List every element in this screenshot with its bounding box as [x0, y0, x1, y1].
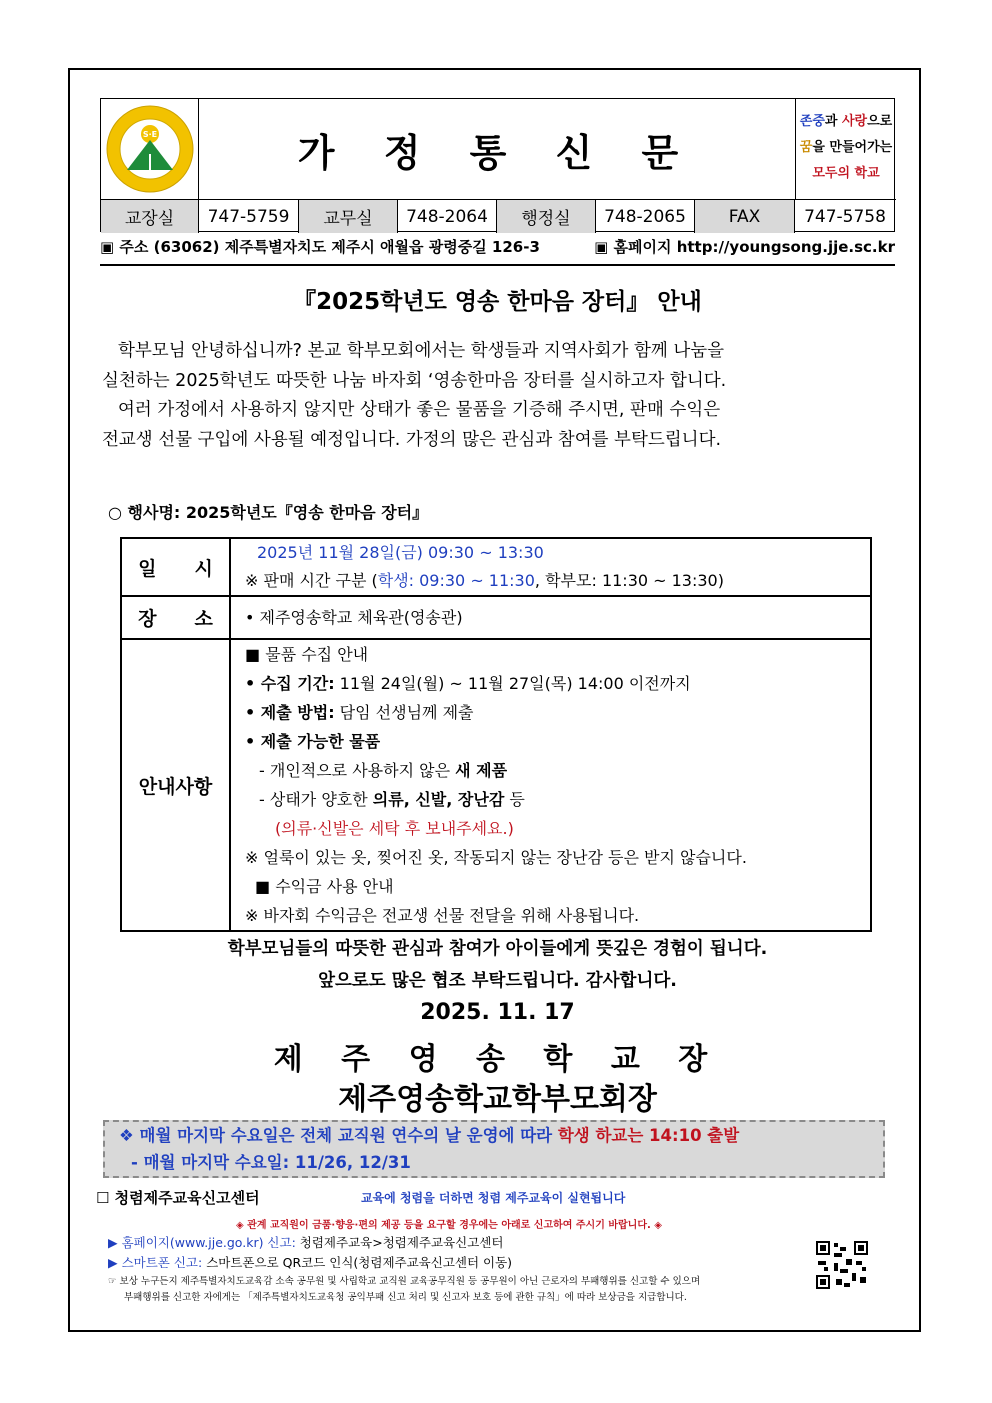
slogan-line-1: 존중과 사랑으로: [799, 114, 893, 129]
slogan-line-3: 모두의 학교: [812, 166, 880, 181]
slogan-line-2: 꿈을 만들어가는: [799, 140, 893, 155]
closing-line: 학부모님들의 따뜻한 관심과 참여가 아이들에게 뜻깊은 경험이 됩니다.: [227, 939, 768, 959]
fax-number: 747-5758: [804, 206, 886, 227]
school-slogan: [795, 99, 896, 199]
school-address: ▣ 주소 (63062) 제주특별자치도 제주시 애월읍 광령중길 126-3: [100, 238, 540, 256]
time-note: ※ 판매 시간 구분 (학생: 09:30 ~ 11:30, 학부모: 11:30 ~ 13:30): [245, 571, 724, 590]
document-title: 『2025학년도 영송 한마음 장터』 안내: [293, 289, 702, 315]
phone-label: 행정실: [497, 200, 596, 233]
report-homepage[interactable]: ▶ 홈페이지(www.jje.go.kr) 신고: 청렴제주교육>청렴제주교육신고센터: [108, 1235, 504, 1250]
items-heading: • 제출 가능한 물품: [245, 732, 381, 751]
integrity-report-center: [96, 1187, 896, 1303]
report-subtitle: ◈ 관계 교직원이 금품·향응·편의 제공 등을 요구할 경우에는 아래로 신고하여 주시기 바랍니다. ◈: [236, 1220, 662, 1231]
report-title: ☐ 청렴제주교육신고센터: [96, 1189, 260, 1207]
event-name: ○ 행사명: 2025학년도『영송 한마음 장터』: [108, 503, 429, 522]
report-slogan: 교육에 청렴을 더하면 청렴 제주교육이 실현됩니다: [361, 1191, 626, 1205]
letterhead: [100, 98, 895, 232]
income-heading: ■ 수익금 사용 안내: [255, 877, 394, 896]
phone-number: 747-5759: [199, 200, 299, 233]
notice-line-1: ❖ 매월 마지막 수요일은 전체 교직원 연수의 날 운영에 따라 학생 하교는 14:10 출발: [119, 1126, 740, 1145]
date-label: 일 시: [121, 538, 230, 596]
report-smartphone: ▶ 스마트폰 신고: 스마트폰으로 QR코드 인식(청렴제주교육신고센터 이동): [108, 1255, 513, 1270]
fax-label: FAX: [695, 200, 795, 233]
phone-number: 748-2064: [398, 200, 497, 233]
closing-line: 앞으로도 많은 협조 부탁드립니다. 감사합니다.: [318, 971, 677, 991]
phone-label: 교장실: [101, 200, 199, 233]
report-reward-1: ☞ 보상 누구든지 제주특별자치도교육감 소속 공무원 및 사립학교 교직원 교육공무직원 등 공무원이 아닌 근로자의 부패행위를 신고할 수 있으며: [108, 1276, 701, 1287]
income-note: ※ 바자회 수익금은 전교생 선물 전달을 위해 사용됩니다.: [245, 906, 640, 925]
report-reward-2: 부패행위를 신고한 자에게는 「제주특별자치도교육청 공익부패 신고 처리 및 신고자 보호 등에 관한 규칙」에 따라 보상금을 지급합니다.: [124, 1292, 687, 1303]
place-label: 장 소: [121, 596, 230, 639]
item-new: - 개인적으로 사용하지 않은 새 제품: [259, 761, 508, 780]
intro-paragraph: [102, 337, 890, 455]
qr-code[interactable]: [814, 1239, 870, 1295]
parents-association-signature: 제주영송학교학부모회장: [338, 1082, 657, 1117]
intro-line: 여러 가정에서 사용하지 않지만 상태가 좋은 물품을 기증해 주시면, 판매 수익은: [118, 400, 721, 420]
intro-line: 학부모님 안녕하십니까? 본교 학부모회에서는 학생들과 지역사회가 함께 나눔을: [118, 341, 725, 361]
notice-cell: [230, 639, 871, 931]
intro-line: 전교생 선물 구입에 사용될 예정입니다. 가정의 많은 관심과 참여를 부탁드립니다.: [102, 429, 722, 450]
event-info-table: [120, 537, 872, 932]
principal-signature: 제 주 영 송 학 교 장: [273, 1042, 722, 1077]
divider: [100, 264, 895, 266]
event-date: 2025년 11월 28일(금) 09:30 ~ 13:30: [257, 543, 544, 562]
intro-line: 실천하는 2025학년도 따뜻한 나눔 바자회 ‘영송한마음 장터를 실시하고자 합니다.: [102, 370, 727, 391]
collect-heading: ■ 물품 수집 안내: [245, 645, 369, 664]
school-logo: [101, 99, 199, 199]
notice-line-2: - 매월 마지막 수요일: 11/26, 12/31: [131, 1153, 411, 1172]
item-used: - 상태가 양호한 의류, 신발, 장난감 등: [259, 790, 525, 809]
svg-text:S·E: S·E: [142, 130, 157, 139]
reject-note: ※ 얼룩이 있는 옷, 찢어진 옷, 작동되지 않는 장난감 등은 받지 않습니다.: [245, 848, 747, 867]
phone-label: 교무실: [299, 200, 398, 233]
collect-period: • 수집 기간: 11월 24일(월) ~ 11월 27일(목) 14:00 이전까지: [245, 674, 691, 693]
address-line: [100, 236, 895, 257]
place-value: • 제주영송학교 체육관(영송관): [230, 596, 871, 639]
page-title: 가 정 통 신 문: [297, 130, 697, 175]
submit-method: • 제출 방법: 담임 선생님께 제출: [245, 703, 474, 722]
homepage-link[interactable]: ▣ 홈페이지 http://youngsong.jje.sc.kr: [594, 238, 895, 256]
wash-note: (의류·신발은 세탁 후 보내주세요.): [275, 819, 514, 838]
phone-directory: [101, 199, 896, 233]
date-cell: [230, 538, 871, 596]
staff-training-notice: [103, 1120, 885, 1178]
phone-number: 748-2065: [596, 200, 695, 233]
issue-date: 2025. 11. 17: [420, 1000, 575, 1025]
notice-label: 안내사항: [121, 639, 230, 931]
